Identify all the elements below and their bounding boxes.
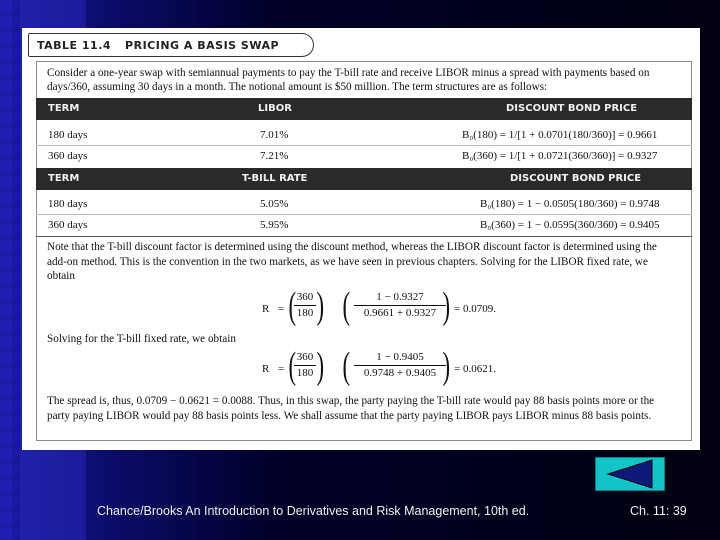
formula-result: = 0.0621. (454, 363, 496, 375)
row-term: 180 days (48, 129, 88, 141)
row-term: 360 days (48, 150, 88, 162)
back-nav-button[interactable] (595, 457, 665, 491)
open-paren: ( (342, 285, 351, 327)
header-term: TERM (48, 173, 80, 184)
fraction-denominator: 0.9748 + 0.9405 (363, 367, 437, 379)
fraction-rate (354, 290, 446, 320)
row-rate: 5.95% (260, 219, 289, 231)
fraction-days (294, 290, 316, 320)
fraction-numerator: 1 − 0.9405 (354, 350, 446, 366)
table-row (36, 195, 692, 215)
fraction-numerator: 1 − 0.9327 (354, 290, 446, 306)
close-paren: ) (442, 345, 451, 387)
formula-result: = 0.0709. (454, 303, 496, 315)
fraction-numerator: 360 (294, 350, 316, 366)
header-term: TERM (48, 103, 80, 114)
formula-lhs: R (262, 363, 270, 375)
open-paren: ( (342, 345, 351, 387)
decorative-squares (0, 0, 20, 540)
formula-eq: = (278, 303, 285, 315)
fraction-denominator: 180 (296, 307, 314, 319)
footer-citation: Chance/Brooks An Introduction to Derivatives and Risk Management, 10th ed. (97, 504, 530, 518)
header-tbill-rate: T-BILL RATE (242, 173, 308, 184)
fraction-denominator: 0.9661 + 0.9327 (363, 307, 437, 319)
libor-header-row (36, 98, 692, 120)
open-paren: ( (288, 345, 297, 387)
row-divider (36, 214, 692, 215)
section-divider (36, 236, 692, 237)
back-triangle-icon (596, 458, 664, 490)
row-price: B₀(360) = 1 − 0.0595(360/360) = 0.9405 (480, 219, 660, 231)
row-price: B₀(180) = 1 − 0.0505(180/360) = 0.9748 (480, 198, 660, 210)
row-term: 360 days (48, 219, 88, 231)
table-row (36, 126, 692, 146)
header-libor: LIBOR (258, 103, 292, 114)
close-paren: ) (442, 285, 451, 327)
formula-lhs: R (262, 303, 270, 315)
fraction-days (294, 350, 316, 380)
fraction-rate (354, 350, 446, 380)
table-label: TABLE 11.4 (37, 39, 112, 52)
table-row (36, 147, 692, 167)
row-rate: 5.05% (260, 198, 289, 210)
header-discount-price: DISCOUNT BOND PRICE (510, 173, 642, 184)
table-title: PRICING A BASIS SWAP (125, 39, 280, 52)
footer-page-number: Ch. 11: 39 (630, 504, 687, 518)
row-divider (36, 145, 692, 146)
table-row (36, 216, 692, 236)
intro-text: Consider a one-year swap with semiannual payments to pay the T-bill rate and receive LIBOR minus a spread with payments based on days/360, assuming 30 days in a month. The notional amount is $50 million. The term structures are as follows: (47, 67, 650, 93)
row-rate: 7.01% (260, 129, 289, 141)
row-price: B₀(360) = 1/[1 + 0.0721(360/360)] = 0.9327 (462, 150, 658, 162)
close-paren: ) (316, 345, 325, 387)
header-discount-price: DISCOUNT BOND PRICE (506, 103, 638, 114)
row-price: B₀(180) = 1/[1 + 0.0701(180/360)] = 0.9661 (462, 129, 658, 141)
conclusion-text: The spread is, thus, 0.0709 − 0.0621 = 0.0088. Thus, in this swap, the party paying the T-bill rate would pay 88 basis points more or the party paying LIBOR would pay 88 basis points less. We shall assume that the party paying LIBOR pays LIBOR minus 88 basis points. (47, 395, 655, 422)
open-paren: ( (288, 285, 297, 327)
close-paren: ) (316, 285, 325, 327)
fraction-numerator: 360 (294, 290, 316, 306)
fraction-denominator: 180 (296, 367, 314, 379)
formula-eq: = (278, 363, 285, 375)
row-term: 180 days (48, 198, 88, 210)
row-rate: 7.21% (260, 150, 289, 162)
tbill-header-row (36, 168, 692, 190)
tbill-solve-text: Solving for the T-bill fixed rate, we obtain (47, 333, 236, 345)
table-title-tab (28, 33, 314, 57)
note-text: Note that the T-bill discount factor is determined using the discount method, whereas the LIBOR discount factor is determined using the add-on method. This is the convention in the two markets, as we have seen in previous chapters. Solving for the LIBOR fixed rate, we obtain (47, 241, 657, 282)
